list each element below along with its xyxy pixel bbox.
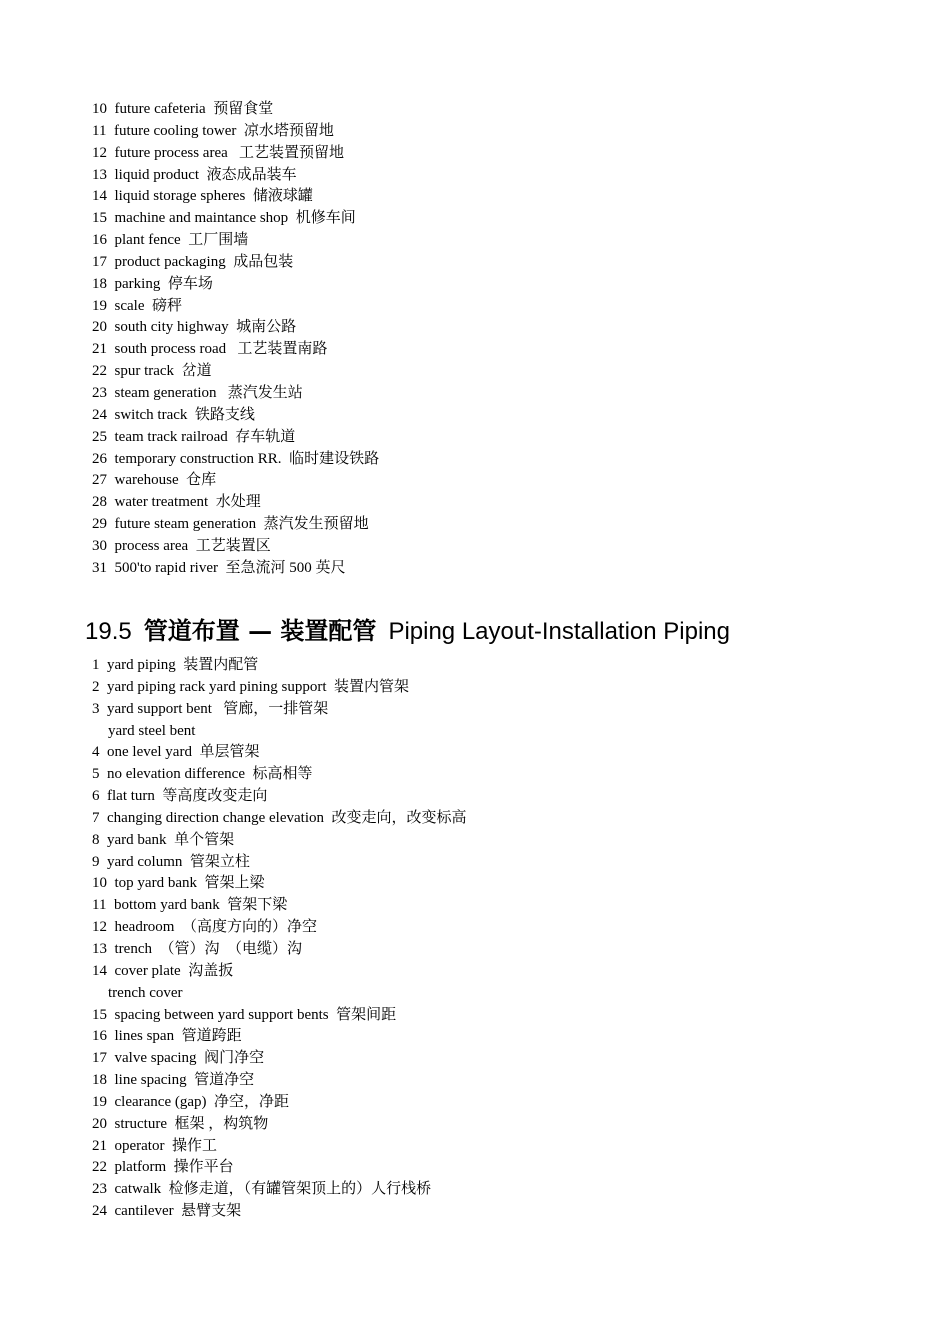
term-chinese: 装置内管架: [334, 678, 410, 695]
term-english: bottom yard bank: [113, 897, 220, 914]
term-number: 15: [92, 210, 107, 227]
term-number: 21: [92, 1137, 107, 1154]
term-chinese: 工艺装置区: [195, 537, 271, 554]
term-number: 23: [92, 1181, 107, 1198]
term-entry: [92, 677, 467, 699]
term-chinese: 蒸汽发生站: [224, 384, 303, 401]
term-list-installation-piping: [92, 655, 467, 1223]
term-entry: [92, 1005, 467, 1027]
term-entry: [92, 186, 379, 208]
term-number: 12: [92, 144, 107, 161]
term-number: 8: [92, 831, 100, 848]
term-english: headroom: [114, 919, 175, 936]
term-entry: [92, 514, 379, 536]
term-number: 22: [92, 1159, 107, 1176]
term-english: product packaging: [114, 253, 226, 270]
term-english: yard support bent: [107, 700, 212, 717]
term-entry: [92, 830, 467, 852]
term-entry: [92, 764, 467, 786]
term-entry: [92, 895, 467, 917]
term-number: 18: [92, 275, 107, 292]
term-entry: [92, 252, 379, 274]
term-entry: [92, 1026, 467, 1048]
term-list-site-layout: [92, 99, 379, 580]
term-number: 29: [92, 516, 107, 533]
term-number: 28: [92, 494, 107, 511]
term-english: plant fence: [114, 232, 181, 249]
term-entry: [92, 470, 379, 492]
term-entry: [92, 655, 467, 677]
term-english: south process road: [114, 341, 227, 358]
term-number: 17: [92, 253, 107, 270]
term-number: 4: [92, 744, 100, 761]
term-number: 14: [92, 962, 107, 979]
term-number: 7: [92, 809, 100, 826]
term-entry: [92, 852, 467, 874]
term-english: steam generation: [114, 384, 217, 401]
term-entry: [92, 786, 467, 808]
term-entry: [92, 383, 379, 405]
term-entry: [92, 1048, 467, 1070]
term-english: yard steel bent: [108, 722, 196, 739]
term-chinese: 阀门净空: [204, 1050, 265, 1067]
term-entry: [92, 449, 379, 471]
section-number: 19.5: [85, 618, 132, 645]
term-number: 24: [92, 1203, 107, 1220]
term-english: yard piping: [107, 657, 176, 673]
term-number: 31: [92, 559, 107, 576]
term-english: valve spacing: [114, 1050, 197, 1067]
term-chinese: 城南公路: [236, 319, 297, 336]
term-entry: [92, 296, 379, 318]
term-english: liquid product: [114, 166, 200, 183]
term-chinese: 铁路支线: [194, 406, 255, 423]
term-chinese: （高度方向的）净空: [181, 919, 317, 936]
term-english: operator: [114, 1137, 165, 1154]
term-chinese: 蒸汽发生预留地: [263, 516, 369, 533]
term-number: 21: [92, 341, 107, 358]
term-chinese: 临时建设铁路: [289, 450, 380, 467]
term-chinese: 存车轨道: [235, 428, 296, 445]
term-english: spacing between yard support bents: [114, 1006, 329, 1023]
term-number: 16: [92, 1028, 107, 1045]
term-english: team track railroad: [114, 428, 228, 445]
term-number: 14: [92, 188, 107, 205]
term-number: 2: [92, 678, 100, 695]
term-chinese: 至急流河 500 英尺: [225, 559, 346, 576]
term-entry: [92, 274, 379, 296]
term-english: liquid storage spheres: [114, 188, 246, 205]
term-number: 18: [92, 1072, 107, 1089]
term-entry: [92, 208, 379, 230]
term-chinese: 操作平台: [173, 1159, 234, 1176]
term-english: future cooling tower: [113, 122, 237, 139]
term-chinese: 岔道: [181, 363, 212, 380]
term-english: flat turn: [107, 788, 155, 805]
term-entry: [92, 230, 379, 252]
term-chinese: 标高相等: [252, 766, 313, 783]
term-number: 11: [92, 897, 107, 914]
term-chinese: 管廊，一排管架: [219, 700, 329, 717]
term-chinese: 管架下梁: [227, 897, 288, 914]
section-title-en: Piping Layout-Installation Piping: [388, 618, 730, 645]
term-english: trench cover: [108, 984, 183, 1001]
term-entry: [92, 143, 379, 165]
term-chinese: 检修走道，（有罐管架顶上的）人行栈桥: [168, 1181, 432, 1198]
term-number: 16: [92, 232, 107, 249]
term-chinese: 单层管架: [199, 744, 260, 761]
term-chinese: 净空，净距: [214, 1093, 290, 1110]
term-entry: [92, 339, 379, 361]
term-entry: [92, 1157, 467, 1179]
term-chinese: （管）沟 （电缆）沟: [159, 940, 302, 957]
term-chinese: 工艺装置南路: [233, 341, 328, 358]
term-english: one level yard: [107, 744, 192, 761]
term-english: clearance (gap): [114, 1093, 207, 1110]
term-number: 27: [92, 472, 107, 489]
term-number: 30: [92, 537, 107, 554]
term-english: yard piping rack yard pining support: [107, 678, 327, 695]
term-chinese: 管道净空: [194, 1072, 255, 1089]
term-entry: [92, 808, 467, 830]
term-entry: [92, 939, 467, 961]
term-chinese: 沟盖扳: [188, 962, 234, 979]
term-chinese: 管道跨距: [181, 1028, 242, 1045]
term-english: structure: [114, 1115, 167, 1132]
term-chinese: 预留食堂: [213, 101, 274, 117]
term-chinese: 操作工: [171, 1137, 217, 1154]
term-entry: [92, 165, 379, 187]
term-english: yard bank: [107, 831, 167, 848]
term-chinese: 凉水塔预留地: [243, 122, 334, 139]
term-english: line spacing: [114, 1072, 187, 1089]
term-chinese: 液态成品装车: [206, 166, 297, 183]
term-number: 13: [92, 166, 107, 183]
term-english: warehouse: [114, 472, 179, 489]
term-entry: [92, 536, 379, 558]
term-number: 23: [92, 384, 107, 401]
term-entry: [92, 961, 467, 983]
section-heading: [85, 613, 730, 650]
term-entry: [92, 427, 379, 449]
term-english: water treatment: [114, 494, 209, 511]
term-number: 26: [92, 450, 107, 467]
term-english: cover plate: [114, 962, 181, 979]
term-entry: [92, 721, 467, 743]
term-number: 15: [92, 1006, 107, 1023]
term-chinese: 框架 ，构筑物: [174, 1115, 269, 1132]
term-chinese: 管架立柱: [189, 853, 250, 870]
term-english: lines span: [114, 1028, 175, 1045]
term-entry: [92, 1092, 467, 1114]
term-english: scale: [114, 297, 145, 314]
term-english: south city highway: [114, 319, 229, 336]
term-number: 9: [92, 853, 100, 870]
term-entry: [92, 317, 379, 339]
term-number: 1: [92, 657, 100, 673]
term-english: platform: [114, 1159, 167, 1176]
term-chinese: 水处理: [215, 494, 261, 511]
term-chinese: 成品包装: [233, 253, 294, 270]
term-entry: [92, 1201, 467, 1223]
term-english: cantilever: [114, 1203, 174, 1220]
term-entry: [92, 1179, 467, 1201]
term-entry: [92, 99, 379, 121]
term-english: yard column: [107, 853, 183, 870]
term-entry: [92, 742, 467, 764]
term-entry: [92, 121, 379, 143]
term-number: 24: [92, 406, 107, 423]
term-chinese: 工艺装置预留地: [235, 144, 345, 161]
term-number: 3: [92, 700, 100, 717]
term-number: 22: [92, 363, 107, 380]
term-chinese: 装置内配管: [183, 657, 259, 673]
term-entry: [92, 1114, 467, 1136]
term-english: future steam generation: [114, 516, 257, 533]
term-chinese: 管架间距: [336, 1006, 397, 1023]
term-entry: [92, 873, 467, 895]
term-chinese: 改变走向，改变标高: [331, 809, 467, 826]
term-english: machine and maintance shop: [114, 210, 289, 227]
term-entry: [92, 917, 467, 939]
term-number: 11: [92, 122, 107, 139]
term-chinese: 单个管架: [174, 831, 235, 848]
term-entry: [92, 1070, 467, 1092]
term-number: 20: [92, 319, 107, 336]
term-english: changing direction change elevation: [107, 809, 324, 826]
term-english: parking: [114, 275, 161, 292]
term-english: future cafeteria: [114, 101, 206, 117]
term-number: 5: [92, 766, 100, 783]
term-chinese: 储液球罐: [252, 188, 313, 205]
term-entry: [92, 699, 467, 721]
term-number: 10: [92, 101, 107, 117]
term-number: 6: [92, 788, 100, 805]
term-chinese: 工厂围墙: [188, 232, 249, 249]
term-english: top yard bank: [114, 875, 197, 892]
term-entry: [92, 983, 467, 1005]
term-english: 500'to rapid river: [114, 559, 219, 576]
term-entry: [92, 492, 379, 514]
term-english: trench: [114, 940, 152, 957]
term-entry: [92, 361, 379, 383]
term-english: no elevation difference: [107, 766, 245, 783]
term-number: 17: [92, 1050, 107, 1067]
term-english: process area: [114, 537, 189, 554]
term-english: temporary construction RR.: [114, 450, 282, 467]
term-entry: [92, 558, 379, 580]
term-number: 10: [92, 875, 107, 892]
term-chinese: 机修车间: [295, 210, 356, 227]
term-number: 19: [92, 297, 107, 314]
term-english: spur track: [114, 363, 175, 380]
term-number: 25: [92, 428, 107, 445]
term-english: switch track: [114, 406, 188, 423]
term-number: 12: [92, 919, 107, 936]
term-english: future process area: [114, 144, 228, 161]
term-chinese: 仓库: [186, 472, 217, 489]
term-entry: [92, 405, 379, 427]
section-title-zh: 管道布置 — 装置配管: [143, 616, 377, 645]
term-chinese: 悬臂支架: [181, 1203, 242, 1220]
term-english: catwalk: [114, 1181, 162, 1198]
term-chinese: 磅秤: [151, 297, 182, 314]
term-number: 19: [92, 1093, 107, 1110]
term-chinese: 管架上梁: [204, 875, 265, 892]
term-number: 13: [92, 940, 107, 957]
term-chinese: 停车场: [167, 275, 213, 292]
term-entry: [92, 1136, 467, 1158]
term-chinese: 等高度改变走向: [162, 788, 268, 805]
term-number: 20: [92, 1115, 107, 1132]
